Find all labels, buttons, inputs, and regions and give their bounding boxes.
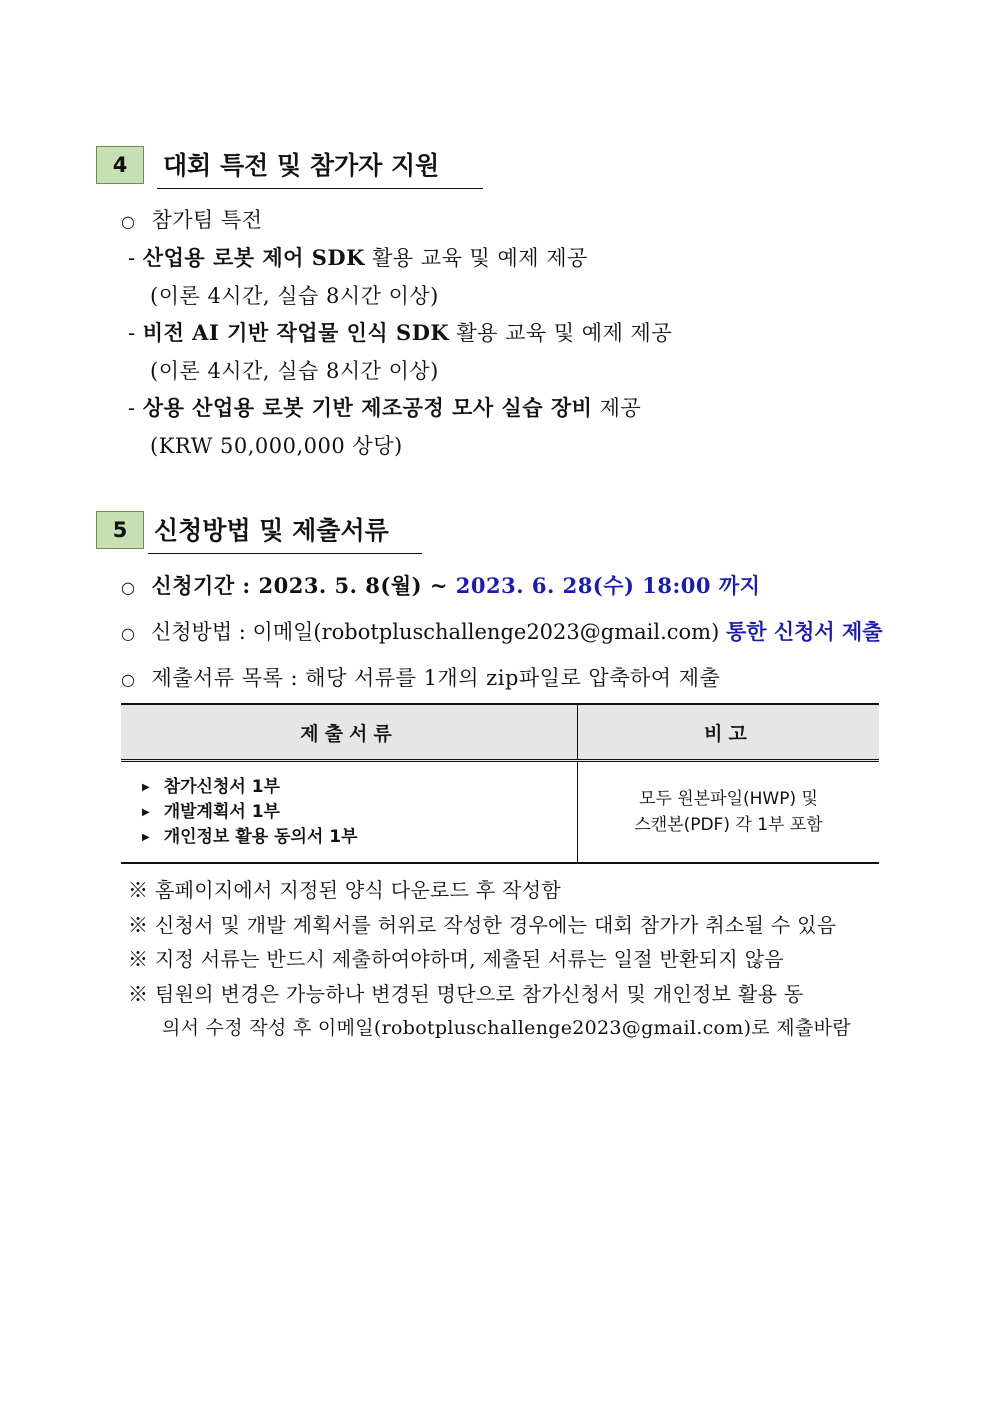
note-3: ※ 지정 서류는 반드시 제출하여야하며, 제출된 서류는 일절 반환되지 않음 <box>128 947 784 971</box>
benefit-item-1: - 산업용 로봇 제어 SDK 활용 교육 및 예제 제공 <box>128 245 588 270</box>
section-5-number: 5 <box>96 511 144 549</box>
table-header-note: 비고 <box>578 704 880 761</box>
benefit-item-2: - 비전 AI 기반 작업물 인식 SDK 활용 교육 및 예제 제공 <box>128 320 673 345</box>
benefit-item-1-rest: 활용 교육 및 예제 제공 <box>364 246 588 270</box>
note-line-1: 모두 원본파일(HWP) 및 <box>639 789 818 809</box>
submission-docs-table <box>121 703 879 864</box>
docs-cell <box>121 761 578 864</box>
method-end: 통한 신청서 제출 <box>725 619 883 644</box>
note-line-2: 스캔본(PDF) 각 1부 포함 <box>634 815 823 835</box>
section-4-bullet: ○ 참가팀 특전 <box>121 208 263 232</box>
doc-item-1-text: 참가신청서 1부 <box>163 776 280 797</box>
benefit-item-1-bold: 산업용 로봇 제어 SDK <box>142 245 365 270</box>
benefit-item-2-bold: 비전 AI 기반 작업물 인식 SDK <box>142 320 450 345</box>
triangle-bullet-icon: ▶ <box>142 781 150 793</box>
method-label: 신청방법 : 이메일(robotplus​challenge2023@gmail.com) <box>150 620 726 644</box>
table-header-docs: 제출서류 <box>121 704 578 761</box>
benefit-item-3-bold: 상용 산업용 로봇 기반 제조공정 모사 실습 장비 <box>142 395 593 420</box>
doc-item-2-text: 개발계획서 1부 <box>163 801 280 822</box>
section-4-number: 4 <box>96 146 144 184</box>
bullet-text: 참가팀 특전 <box>151 208 263 232</box>
triangle-bullet-icon: ▶ <box>142 806 150 818</box>
section-4-title: 대회 특전 및 참가자 지원 <box>157 146 483 189</box>
docs-label: 제출서류 목록 : 해당 서류를 1개의 zip파일로 압축하여 제출 <box>151 666 721 690</box>
doc-item-3-text: 개인정보 활용 동의서 1부 <box>163 826 358 847</box>
benefit-item-3-sub: (KRW 50,000,000 상당) <box>150 434 403 458</box>
note-1: ※ 홈페이지에서 지정된 양식 다운로드 후 작성함 <box>128 878 562 902</box>
doc-item-1 <box>142 775 576 800</box>
note-4: ※ 팀원의 변경은 가능하나 변경된 명단으로 참가신청서 및 개인정보 활용 동 <box>128 982 804 1006</box>
doc-item-2 <box>142 800 576 825</box>
benefit-item-3: - 상용 산업용 로봇 기반 제조공정 모사 실습 장비 제공 <box>128 395 642 420</box>
note-2: ※ 신청서 및 개발 계획서를 허위로 작성한 경우에는 대회 참가가 취소될 수 있음 <box>128 913 837 937</box>
submission-docs-line: ○ 제출서류 목록 : 해당 서류를 1개의 zip파일로 압축하여 제출 <box>121 666 721 690</box>
table-row <box>121 761 879 864</box>
application-period: ○ 신청기간 : 2023. 5. 8(월) ~ 2023. 6. 28(수) 18:00 까지 <box>121 573 761 598</box>
benefit-item-2-rest: 활용 교육 및 예제 제공 <box>449 321 673 345</box>
benefit-item-3-rest: 제공 <box>592 396 642 420</box>
period-label: 신청기간 : 2023. 5. 8(월) ~ <box>151 573 456 598</box>
period-end: 2023. 6. 28(수) 18:00 까지 <box>455 573 761 598</box>
benefit-item-1-sub: (이론 4시간, 실습 8시간 이상) <box>150 284 439 308</box>
application-method: ○ 신청방법 : 이메일(robotplus​challenge2023@gmail.com) 통한 신청서 제출 <box>121 619 883 644</box>
note-4-continued: 의서 수정 작성 후 이메일(robotpluschallenge2023@gmail.com)로 제출바람 <box>162 1017 851 1039</box>
doc-item-3 <box>142 825 576 850</box>
benefit-item-2-sub: (이론 4시간, 실습 8시간 이상) <box>150 359 439 383</box>
note-cell <box>578 761 880 864</box>
triangle-bullet-icon: ▶ <box>142 831 150 843</box>
section-5-title: 신청방법 및 제출서류 <box>148 511 422 554</box>
